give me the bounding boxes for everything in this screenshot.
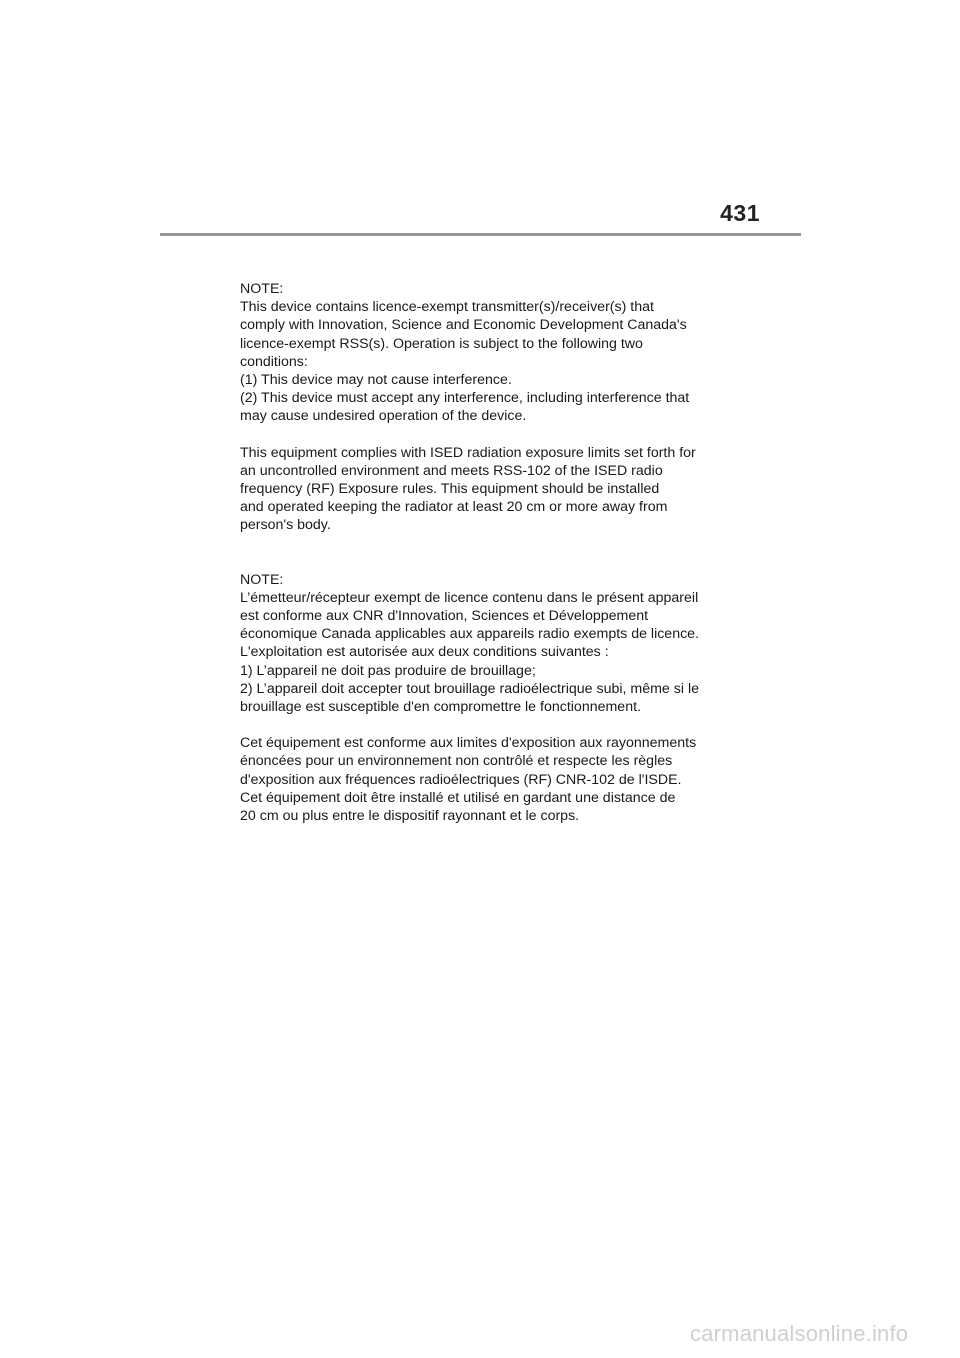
french-paragraph-1 bbox=[240, 589, 730, 716]
french-notice bbox=[240, 571, 730, 826]
text-line: Cet équipement est conforme aux limites d'exposition aux rayonnements bbox=[240, 735, 697, 752]
english-paragraph-2 bbox=[240, 444, 730, 535]
text-line: 1) L’appareil ne doit pas produire de brouillage; bbox=[240, 662, 536, 679]
text-line: brouillage est susceptible d'en compromettre le fonctionnement. bbox=[240, 699, 641, 716]
text-line: Cet équipement doit être installé et utilisé en gardant une distance de bbox=[240, 789, 676, 806]
french-note-label: NOTE: bbox=[240, 571, 284, 588]
text-line: This device contains licence-exempt transmitter(s)/receiver(s) that bbox=[240, 299, 654, 316]
text-line: frequency (RF) Exposure rules. This equipment should be installed bbox=[240, 481, 660, 498]
spacer bbox=[240, 716, 730, 734]
text-line: (1) This device may not cause interference. bbox=[240, 372, 512, 389]
text-line: conditions: bbox=[240, 353, 308, 370]
text-line: économique Canada applicables aux appareils radio exempts de licence. bbox=[240, 626, 700, 643]
text-line: comply with Innovation, Science and Economic Development Canada's bbox=[240, 317, 687, 334]
text-line: an uncontrolled environment and meets RSS-102 of the ISED radio bbox=[240, 462, 663, 479]
spacer bbox=[240, 426, 730, 444]
text-line: L’émetteur/récepteur exempt de licence contenu dans le présent appareil bbox=[240, 589, 699, 606]
watermark: carmanualsonline.info bbox=[690, 1321, 909, 1346]
english-paragraph-1 bbox=[240, 298, 730, 425]
spacer bbox=[240, 535, 730, 571]
text-line: licence-exempt RSS(s). Operation is subject to the following two bbox=[240, 335, 643, 352]
text-line: L'exploitation est autorisée aux deux conditions suivantes : bbox=[240, 644, 609, 661]
text-line: and operated keeping the radiator at least 20 cm or more away from bbox=[240, 499, 668, 516]
text-line: 20 cm ou plus entre le dispositif rayonnant et le corps. bbox=[240, 808, 580, 825]
text-line: (2) This device must accept any interference, including interference that bbox=[240, 390, 690, 407]
english-notice bbox=[240, 280, 730, 535]
english-note-label: NOTE: bbox=[240, 281, 284, 297]
text-line: d'exposition aux fréquences radioélectriques (RF) CNR-102 de l'ISDE. bbox=[240, 771, 682, 788]
french-paragraph-2 bbox=[240, 734, 730, 825]
page-number: 431 bbox=[720, 200, 760, 226]
text-line: est conforme aux CNR d'Innovation, Sciences et Développement bbox=[240, 608, 649, 625]
text-line: énoncées pour un environnement non contrôlé et respecte les règles bbox=[240, 753, 673, 770]
header-divider bbox=[160, 233, 801, 236]
text-line: 2) L’appareil doit accepter tout brouillage radioélectrique subi, même si le bbox=[240, 680, 699, 697]
text-line: person's body. bbox=[240, 517, 331, 534]
text-line: This equipment complies with ISED radiation exposure limits set forth for bbox=[240, 444, 696, 461]
text-line: may cause undesired operation of the device. bbox=[240, 408, 527, 425]
page-content bbox=[240, 280, 730, 825]
